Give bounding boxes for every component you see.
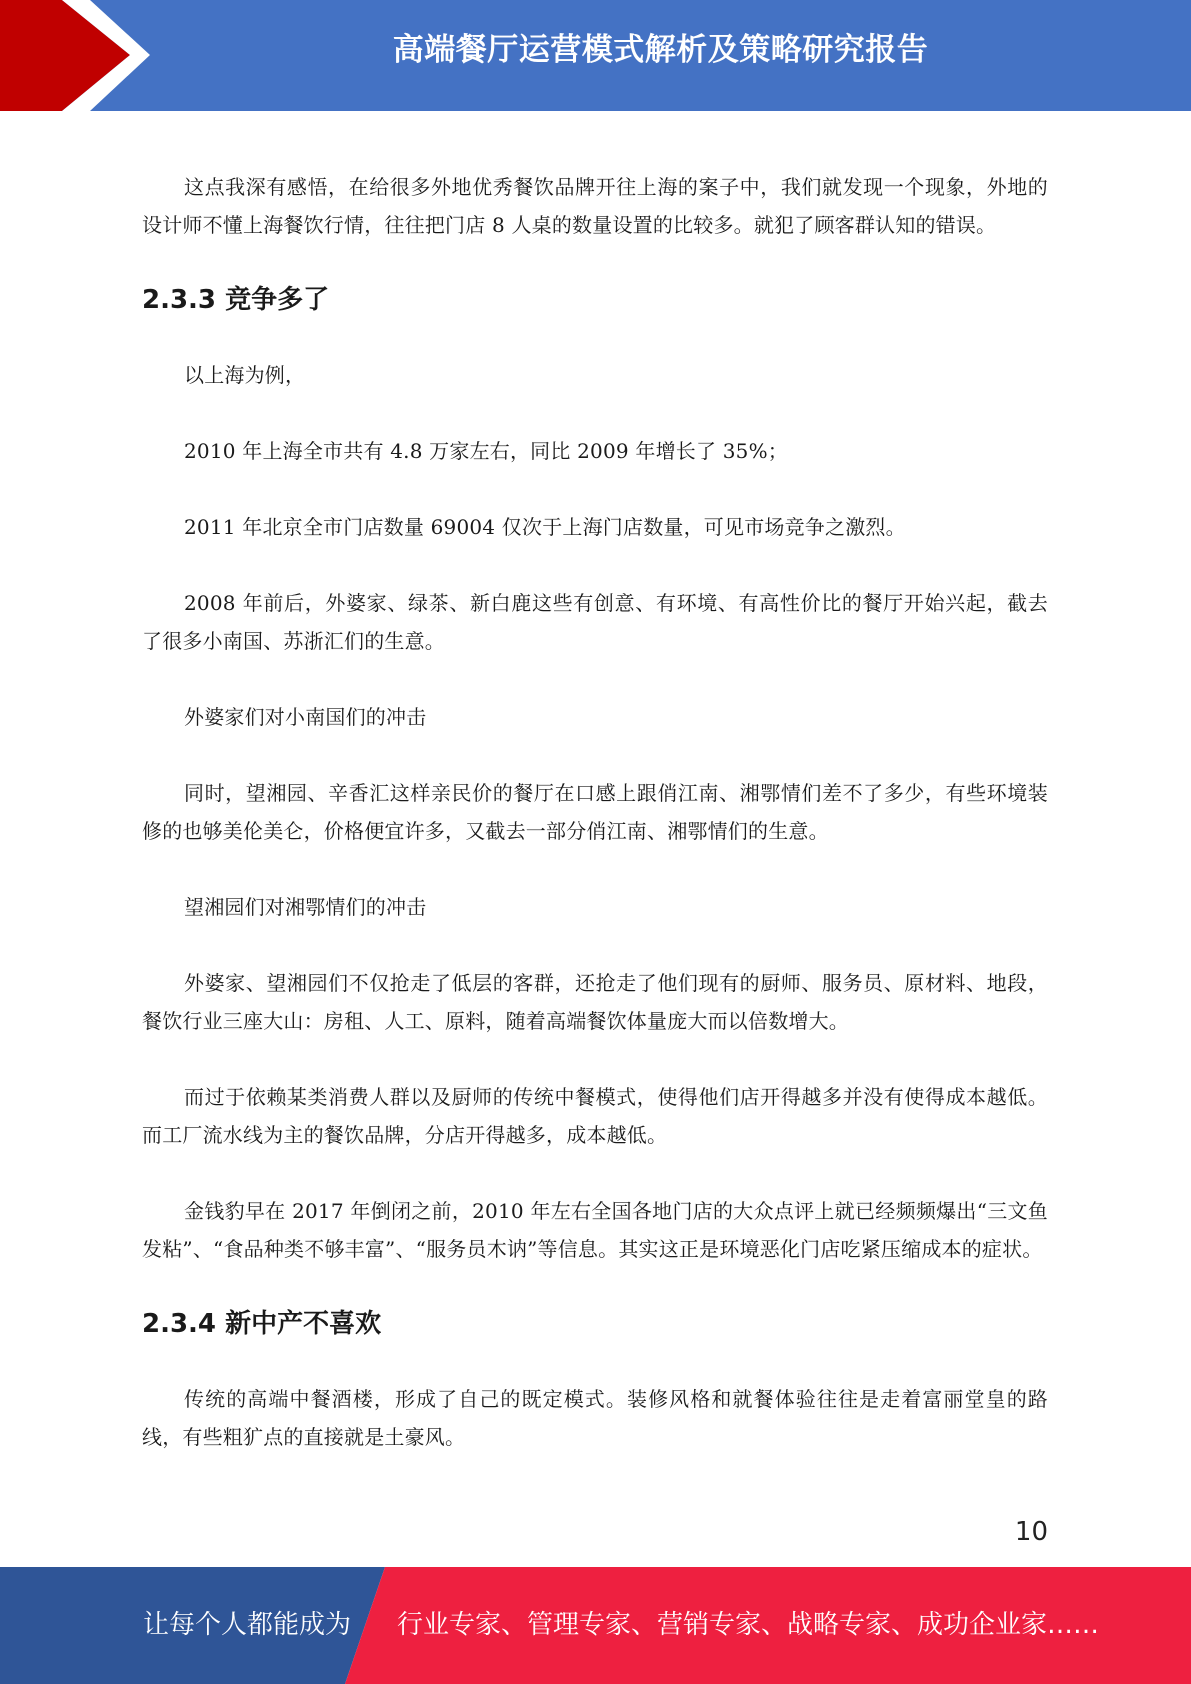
document-body (142, 168, 1048, 1494)
page-header (0, 0, 1191, 111)
header-chevron-icon (0, 0, 160, 111)
caption: 望湘园们对湘鄂情们的冲击 (184, 895, 427, 919)
paragraph: 金钱豹早在 2017 年倒闭之前，2010 年左右全国各地门店的大众点评上就已经频频爆出“三文鱼发粘”、“食品种类不够丰富”、“服务员木讷”等信息。其实这正是环境恶化门店吃紧压缩成本的症状。 (142, 1199, 1048, 1261)
paragraph: 这点我深有感悟，在给很多外地优秀餐饮品牌开往上海的案子中，我们就发现一个现象，外地的设计师不懂上海餐饮行情，往往把门店 8 人桌的数量设置的比较多。就犯了顾客群认知的错误。 (142, 175, 1048, 237)
paragraph: 以上海为例， (184, 363, 306, 387)
footer-slogan-right: 行业专家、管理专家、营销专家、战略专家、成功企业家…… (397, 1610, 1100, 1640)
paragraph: 而过于依赖某类消费人群以及厨师的传统中餐模式，使得他们店开得越多并没有使得成本越低。而工厂流水线为主的餐饮品牌，分店开得越多，成本越低。 (142, 1085, 1048, 1147)
paragraph: 2008 年前后，外婆家、绿茶、新白鹿这些有创意、有环境、有高性价比的餐厅开始兴起，截去了很多小南国、苏浙汇们的生意。 (142, 591, 1048, 653)
footer-slogan-left: 让每个人都能成为 (143, 1610, 352, 1640)
paragraph: 2011 年北京全市门店数量 69004 仅次于上海门店数量，可见市场竞争之激烈。 (184, 515, 906, 539)
section-heading-2-3-3: 2.3.3 竞争多了 (142, 285, 330, 315)
paragraph: 外婆家、望湘园们不仅抢走了低层的客群，还抢走了他们现有的厨师、服务员、原材料、地段，餐饮行业三座大山：房租、人工、原料，随着高端餐饮体量庞大而以倍数增大。 (142, 971, 1048, 1033)
section-heading-2-3-4: 2.3.4 新中产不喜欢 (142, 1309, 382, 1339)
paragraph: 传统的高端中餐酒楼，形成了自己的既定模式。装修风格和就餐体验往往是走着富丽堂皇的路线，有些粗犷点的直接就是土豪风。 (142, 1387, 1048, 1449)
caption: 外婆家们对小南国们的冲击 (184, 705, 427, 729)
paragraph: 2010 年上海全市共有 4.8 万家左右，同比 2009 年增长了 35%； (184, 439, 789, 463)
page-footer (0, 1567, 1191, 1684)
report-title: 高端餐厅运营模式解析及策略研究报告 (392, 32, 929, 68)
page-number: 10 (1014, 1517, 1048, 1547)
paragraph: 同时，望湘园、辛香汇这样亲民价的餐厅在口感上跟俏江南、湘鄂情们差不了多少，有些环境装修的也够美伦美仑，价格便宜许多，又截去一部分俏江南、湘鄂情们的生意。 (142, 781, 1048, 843)
